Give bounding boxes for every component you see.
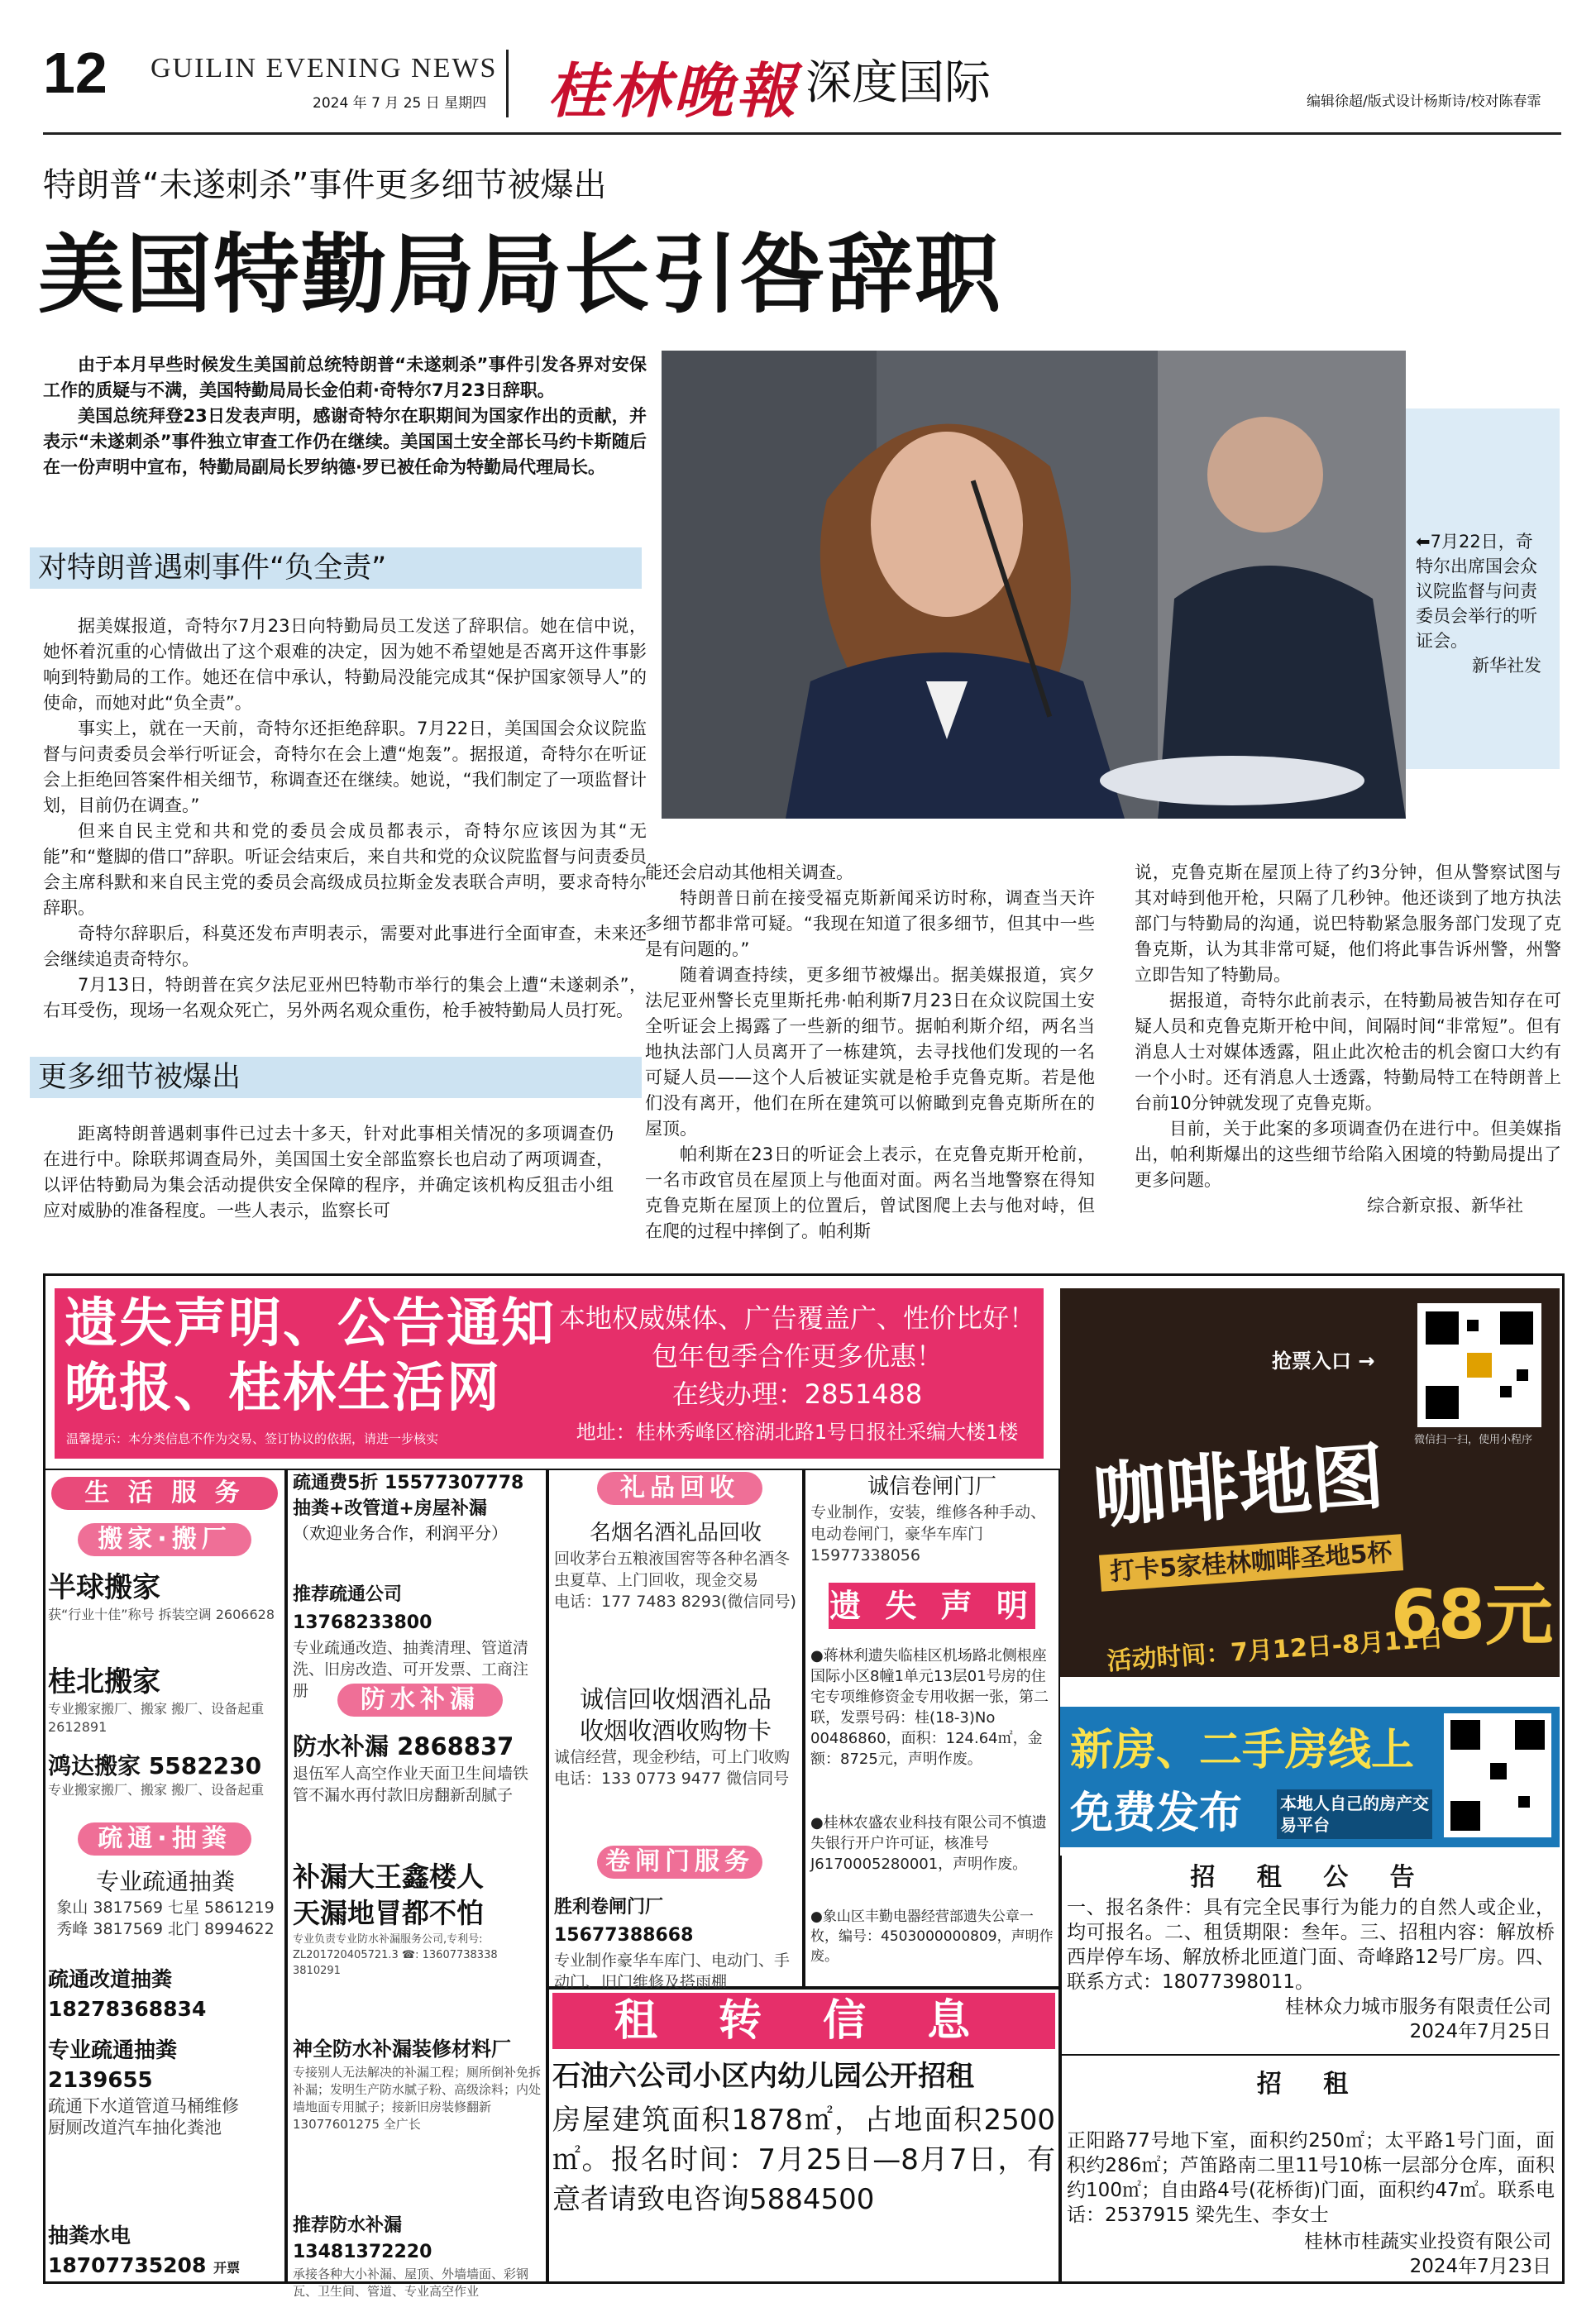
lost-notice-2: ●桂林农盛农业科技有限公司不慎遗失银行开户许可证，核准号J6170005280001，声明作废。 bbox=[810, 1814, 1047, 1873]
gift-recycle-subheader: 礼品回收 bbox=[597, 1472, 762, 1505]
ad-title: 诚信卷闸门厂 bbox=[867, 1474, 996, 1499]
gift-recycle-ad-2 bbox=[554, 1684, 797, 1789]
article-column-right bbox=[1135, 860, 1561, 1219]
dredging-line-1: 疏通下水道管道马桶维修 bbox=[48, 2096, 239, 2116]
housing-free: 免费发布 bbox=[1070, 1789, 1243, 1838]
waterproofing-subheader: 防水补漏 bbox=[337, 1684, 503, 1717]
rental-transfer-header: 租 转 信 息 bbox=[552, 1993, 1055, 2049]
article-column-middle bbox=[645, 860, 1095, 1244]
article-lead bbox=[43, 352, 647, 480]
moving-company-note: 获“行业十佳”称号 拆装空调 2606628 bbox=[48, 1607, 275, 1622]
waterproofing-ad-3 bbox=[293, 2034, 541, 2133]
subhead-more-details: 更多细节被爆出 bbox=[30, 1057, 642, 1098]
waterproofing-ad-2 bbox=[293, 1859, 541, 1979]
ad-text: 退伍军人高空作业天面卫生间墙铁管不漏水再付款旧房翻新刮腻子 bbox=[293, 1765, 529, 1804]
masthead-rule bbox=[43, 132, 1561, 135]
ad-text: 承接各种大小补漏、屋顶、外墙墙面、彩钢瓦、卫生间、管道、专业高空作业 bbox=[293, 2267, 529, 2299]
plumbing-title: 抽粪水电 18707735208 bbox=[48, 2224, 207, 2277]
waterproofing-ad-4 bbox=[293, 2213, 541, 2300]
coffee-price: 68元 bbox=[1391, 1576, 1554, 1655]
moving-ad-1 bbox=[48, 1569, 283, 1624]
plumbing-ad bbox=[48, 2221, 283, 2283]
dredging-title: 专业疏通抽粪 2139655 bbox=[48, 2038, 178, 2093]
page-number: 12 bbox=[43, 41, 108, 105]
ad-text: 专接别人无法解决的补漏工程；厕所倒补免拆补漏；发明生产防水腻子粉、高级涂料；内处墙地面专用腻子；接新旧房装修翻新 13077601275 全广长 bbox=[293, 2065, 542, 2132]
body-paragraph: 目前，关于此案的多项调查仍在进行中。但美媒指出，帕利斯爆出的这些细节给陷入困境的特勤局提出了更多问题。 bbox=[1135, 1119, 1561, 1190]
rental-notice-title: 招 租 公 告 bbox=[1190, 1863, 1431, 1892]
kindergarten-rental-text: 房屋建筑面积1878㎡，占地面积2500㎡。报名时间：7月25日—8月7日，有意者请致电咨询5884500 bbox=[552, 2104, 1055, 2216]
kindergarten-rental-title: 石油六公司小区内幼儿园公开招租 bbox=[552, 2060, 974, 2093]
dredging-ad-2: 疏通改道抽粪 18278368834 bbox=[48, 1967, 207, 2021]
ad-phone: 电话：177 7483 8293(微信同号) bbox=[554, 1593, 796, 1611]
ad-text: 专业制作豪华车库门、电动门、手动门、旧门维修及搭雨棚 bbox=[554, 1951, 791, 1991]
paper-logo: 桂林晚報 bbox=[547, 55, 800, 126]
housing-title: 新房、二手房线上 bbox=[1070, 1726, 1415, 1775]
ad-line: 收烟收酒收购物卡 bbox=[579, 1717, 772, 1745]
housing-qr-code[interactable] bbox=[1444, 1713, 1551, 1837]
ad-text: 诚信经营，现金秒结，可上门收购 bbox=[554, 1748, 791, 1766]
body-paragraph: 但来自民主党和共和党的委员会成员都表示，奇特尔应该因为其“无能”和“蹩脚的借口”辞职。听证会结束后，来自共和党的众议院监督与问责委员会主席科默和来自民主党的委员会高级成员拉斯金发表联合声明，要求奇特尔辞职。 bbox=[43, 821, 647, 918]
life-services-header: 生 活 服 务 bbox=[51, 1477, 278, 1510]
ad-title: 疏通费5折 15577307778 bbox=[293, 1473, 524, 1493]
dredging-line-1: 象山 3817569 七星 5861219 bbox=[56, 1899, 275, 1917]
hearing-photo-illustration bbox=[662, 351, 1406, 819]
dredging-ad bbox=[48, 1867, 283, 1940]
ad-title: 神全防水补漏装修材料厂 bbox=[293, 2037, 511, 2061]
banner-address: 地址：桂林秀峰区榕湖北路1号日报社采编大楼1楼 bbox=[576, 1421, 1019, 1444]
ad-title: 胜利卷闸门厂 15677388668 bbox=[554, 1897, 694, 1946]
ads-banner bbox=[55, 1288, 1044, 1459]
dredging-title: 专业疏通抽粪 bbox=[95, 1868, 235, 1895]
subhead-responsibility: 对特朗普遇刺事件“负全责” bbox=[30, 547, 642, 589]
ad-line: （欢迎业务合作，利润平分） bbox=[293, 1523, 508, 1543]
moving-ad-2 bbox=[48, 1664, 283, 1736]
lease-notice-title: 招 租 bbox=[1256, 2070, 1365, 2099]
housing-subtitle: 本地人自己的房产交易平台 bbox=[1277, 1789, 1432, 1839]
body-paragraph: 说，克鲁克斯在屋顶上待了约3分钟，但从警察试图与其对峙到他开枪，只隔了几秒钟。他还谈到了地方执法部门与特勤局的沟通，说巴特勒紧急服务部门发现了克鲁克斯，认为其非常可疑，他们将此事告诉州警，州警立即告知了特勤局。 bbox=[1135, 862, 1561, 985]
moving-company-name: 桂北搬家 bbox=[48, 1665, 160, 1698]
coffee-qr-code[interactable] bbox=[1417, 1303, 1541, 1427]
coffee-map-ad[interactable] bbox=[1060, 1288, 1560, 1677]
banner-phone: 在线办理：2851488 bbox=[671, 1378, 923, 1410]
photo-caption bbox=[1411, 526, 1546, 681]
body-paragraph: 随着调查持续，更多细节被爆出。据美媒报道，宾夕法尼亚州警长克里斯托弗·帕利斯7月23日在众议院国土安全听证会上揭露了一些新的细节。据帕利斯介绍，两名当地执法部门人员离开了一栋建筑，去寻找他们发现的一名可疑人员——这个人后被证实就是枪手克鲁克斯。若是他们没有离开，他们在所在建筑可以俯瞰到克鲁克斯所在的屋顶。 bbox=[645, 965, 1095, 1139]
shutter-door-ad-2 bbox=[810, 1472, 1054, 1566]
coffee-subtitle: 打卡5家桂林咖啡圣地5杯 bbox=[1099, 1534, 1403, 1591]
body-paragraph: 奇特尔辞职后，科莫还发布声明表示，需要对此事进行全面审查，未来还会继续追责奇特尔。 bbox=[43, 924, 647, 969]
shutter-door-ad-1 bbox=[554, 1894, 797, 1993]
article-section-2 bbox=[43, 1121, 614, 1224]
body-paragraph: 距离特朗普遇刺事件已过去十多天，针对此事相关情况的多项调查仍在进行中。除联邦调查局外，美国国土安全部监察长也启动了两项调查，以评估特勤局为集会活动提供安全保障的程序，并确定该机构反狙击小组应对威胁的准备程度。一些人表示，监察长可 bbox=[43, 1124, 614, 1220]
rental-notice-text: 一、报名条件：具有完全民事行为能力的自然人或企业，均可报名。二、租赁期限：叁年。三、招租内容：解放桥西岸停车场、解放桥北匝道门面、奇峰路12号厂房。四、联系方式：18077398011。 bbox=[1067, 1897, 1555, 1993]
banner-line-2: 包年包季合作更多优惠！ bbox=[651, 1340, 943, 1372]
ad-text: 专业负责专业防水补漏服务公司,专利号: ZL201720405721.3 ☎: 13607738338 3810291 bbox=[293, 1933, 498, 1977]
qr-code-icon bbox=[1417, 1303, 1541, 1427]
rental-notice-date: 2024年7月25日 bbox=[1409, 2021, 1551, 2042]
ad-line: 诚信回收烟酒礼品 bbox=[579, 1685, 772, 1713]
dredging-line-2: 厨厕改道汽车抽化粪池 bbox=[48, 2118, 222, 2138]
rental-notice-divider bbox=[1060, 2054, 1560, 2056]
lease-notice-org: 桂林市桂蔬实业投资有限公司 bbox=[1304, 2231, 1551, 2252]
banner-tip: 温馨提示：本分类信息不作为交易、签订协议的依据，请进一步核实 bbox=[66, 1431, 439, 1446]
banner-title-1: 遗失声明、公告通知 bbox=[65, 1293, 556, 1354]
caption-arrow-icon: ⬅ bbox=[1416, 532, 1431, 552]
coffee-title: 咖啡地图 bbox=[1090, 1433, 1388, 1540]
body-paragraph: 据美媒报道，奇特尔7月23日向特勤局员工发送了辞职信。她在信中说，她怀着沉重的心情做出了这个艰难的决定，因为她不希望她是否离开这件事影响到特勤局的工作。她还在信中承认，特勤局没能完成其“保护国家领导人”的使命，而她对此“负全责”。 bbox=[43, 616, 647, 713]
coffee-event-time: 活动时间：7月12日-8月11日 bbox=[1106, 1623, 1445, 1677]
caption-text: 7月22日，奇特尔出席国会众议院监督与问责委员会举行的听证会。 bbox=[1416, 532, 1537, 651]
masthead-divider bbox=[506, 50, 509, 117]
moving-company-note: 专业搬家搬厂、搬家 搬厂、设备起重 2612891 bbox=[48, 1701, 265, 1735]
news-photo bbox=[662, 351, 1406, 819]
ad-line: 补漏大王鑫楼人 bbox=[293, 1861, 484, 1893]
lead-paragraph: 美国总统拜登23日发表声明，感谢奇特尔在职期间为国家作出的贡献，并表示“未遂刺杀”事件独立审查工作仍在继续。美国国土安全部长马约卡斯随后在一份声明中宣布，特勤局副局长罗纳德·罗已被任命为特勤局代理局长。 bbox=[43, 406, 647, 477]
ad-line: 抽粪+改管道+房屋补漏 bbox=[293, 1498, 487, 1519]
dredging-discount-ad bbox=[293, 1470, 541, 1545]
ad-phone: 电话：133 0773 9477 微信同号 bbox=[554, 1770, 790, 1788]
ad-title: 名烟名酒礼品回收 bbox=[589, 1521, 762, 1545]
lease-notice-date: 2024年7月23日 bbox=[1409, 2256, 1551, 2277]
article-source: 综合新京报、新华社 bbox=[1367, 1196, 1523, 1216]
article-headline: 美国特勤局局长引咎辞职 bbox=[38, 224, 1003, 325]
article-section-1 bbox=[43, 614, 647, 1024]
lost-notice-3: ●象山区丰勤电器经营部遗失公章一枚，编号：4503000000809，声明作废。 bbox=[810, 1908, 1054, 1965]
banner-line-1: 本地权威媒体、广告覆盖广、性价比好！ bbox=[558, 1302, 1035, 1334]
caption-credit: 新华社发 bbox=[1472, 656, 1541, 676]
article-kicker: 特朗普“未遂刺杀”事件更多细节被爆出 bbox=[43, 166, 607, 204]
ad-line: 天漏地冒都不怕 bbox=[293, 1897, 484, 1929]
moving-ad-3 bbox=[48, 1751, 283, 1799]
moving-company-note: 专业搬家搬厂、搬家 搬厂、设备起重 bbox=[48, 1782, 265, 1798]
ad-title: 推荐疏通公司 13768233800 bbox=[293, 1584, 432, 1633]
body-paragraph: 事实上，就在一天前，奇特尔还拒绝辞职。7月22日，美国国会众议院监督与问责委员会举行听证会，奇特尔在会上遭“炮轰”。据报道，奇特尔在听证会上拒绝回答案件相关细节，称调查还在继续。她说，“我们制定了一项监督计划，目前仍在调查。” bbox=[43, 719, 647, 815]
ad-text: 专业疏通改造、抽粪清理、管道清洗、旧房改造、可开发票、工商注册 bbox=[293, 1639, 529, 1700]
lease-notice-text: 正阳路77号地下室，面积约250㎡；太平路1号门面，面积约286㎡；芦笛路南二里11号10栋一层部分仓库，面积约100㎡；自由路4号(花桥街)门面，面积约47㎡。联系电话：2537915 梁先生、李女士 bbox=[1067, 2130, 1555, 2226]
lead-paragraph: 由于本月早些时候发生美国前总统特朗普“未遂刺杀”事件引发各界对安保工作的质疑与不满，美国特勤局局长金伯莉·奇特尔7月23日辞职。 bbox=[43, 355, 647, 400]
invoice-note: 开票 bbox=[213, 2260, 241, 2276]
section-title: 深度国际 bbox=[805, 56, 991, 110]
body-paragraph: 帕利斯在23日的听证会上表示，在克鲁克斯开枪前，一名市政官员在屋顶上与他面对面。两名当地警察在得知克鲁克斯在屋顶上的位置后，曾试图爬上去与他对峙，但在爬的过程中摔倒了。帕利斯 bbox=[645, 1144, 1095, 1241]
lost-notice-1: ●蒋林利遗失临桂区机场路北侧根座国际小区8幢1单元13层01号房的住宅专项维修资金专用收据一张，第二联，发票号码：桂(18-3)No 00486860，面积：124.64㎡，金额：8725元，声明作废。 bbox=[810, 1647, 1049, 1768]
paper-english-name: GUILIN EVENING NEWS bbox=[151, 53, 498, 84]
body-paragraph: 7月13日，特朗普在宾夕法尼亚州巴特勒市举行的集会上遭“未遂刺杀”，右耳受伤，现场一名观众死亡，另外两名观众重伤，枪手被特勤局人员打死。 bbox=[43, 975, 647, 1020]
housing-ad[interactable] bbox=[1060, 1707, 1560, 1847]
shutter-door-subheader: 卷闸门服务 bbox=[597, 1846, 762, 1879]
moving-company-name: 鸿达搬家 5582230 bbox=[48, 1752, 262, 1779]
ad-title: 防水补漏 2868837 bbox=[293, 1732, 514, 1760]
dredging-subheader: 疏通·抽粪 bbox=[78, 1822, 251, 1856]
ad-text: 专业制作，安装，维修各种手动、电动卷闸门，豪华车库门15977338056 bbox=[810, 1503, 1047, 1564]
waterproofing-ad-1 bbox=[293, 1730, 541, 1806]
body-paragraph: 据报道，奇特尔此前表示，在特勤局被告知存在可疑人员和克鲁克斯开枪中间，间隔时间“非常短”。但有消息人士对媒体透露，阻止此次枪击的机会窗口大约有一个小时。还有消息人士透露，特勤局特工在特朗普上台前10分钟就发现了克鲁克斯。 bbox=[1135, 991, 1561, 1113]
dredging-line-2: 秀峰 3817569 北门 8994622 bbox=[56, 1920, 275, 1938]
issue-date: 2024 年 7 月 25 日 星期四 bbox=[313, 95, 487, 112]
coffee-ticket-entry[interactable]: 抢票入口 → bbox=[1272, 1349, 1375, 1373]
gift-recycle-ad-1 bbox=[554, 1518, 797, 1612]
body-paragraph: 特朗普日前在接受福克斯新闻采访时称，调查当天许多细节都非常可疑。“我现在知道了很多细节，但其中一些是有问题的。” bbox=[645, 888, 1095, 959]
editors-credit: 编辑徐超/版式设计杨斯诗/校对陈春霏 bbox=[1307, 93, 1541, 110]
dredging-ad-3 bbox=[48, 2036, 283, 2138]
banner-title-2: 晚报、桂林生活网 bbox=[65, 1358, 501, 1419]
ad-title: 推荐防水补漏 13481372220 bbox=[293, 2215, 432, 2262]
moving-subheader: 搬家·搬厂 bbox=[78, 1523, 251, 1556]
moving-company-name: 半球搬家 bbox=[48, 1571, 160, 1604]
coffee-scan-hint: 微信扫一扫，使用小程序 bbox=[1414, 1434, 1533, 1446]
qr-code-icon bbox=[1444, 1713, 1551, 1837]
ad-text: 回收茅台五粮液国窖等各种名酒冬虫夏草、上门回收，现金交易 bbox=[554, 1550, 791, 1589]
rental-notice-org: 桂林众力城市服务有限责任公司 bbox=[1285, 1996, 1551, 2018]
lost-notice-header: 遗 失 声 明 bbox=[829, 1583, 1035, 1629]
body-paragraph: 能还会启动其他相关调查。 bbox=[645, 862, 853, 882]
